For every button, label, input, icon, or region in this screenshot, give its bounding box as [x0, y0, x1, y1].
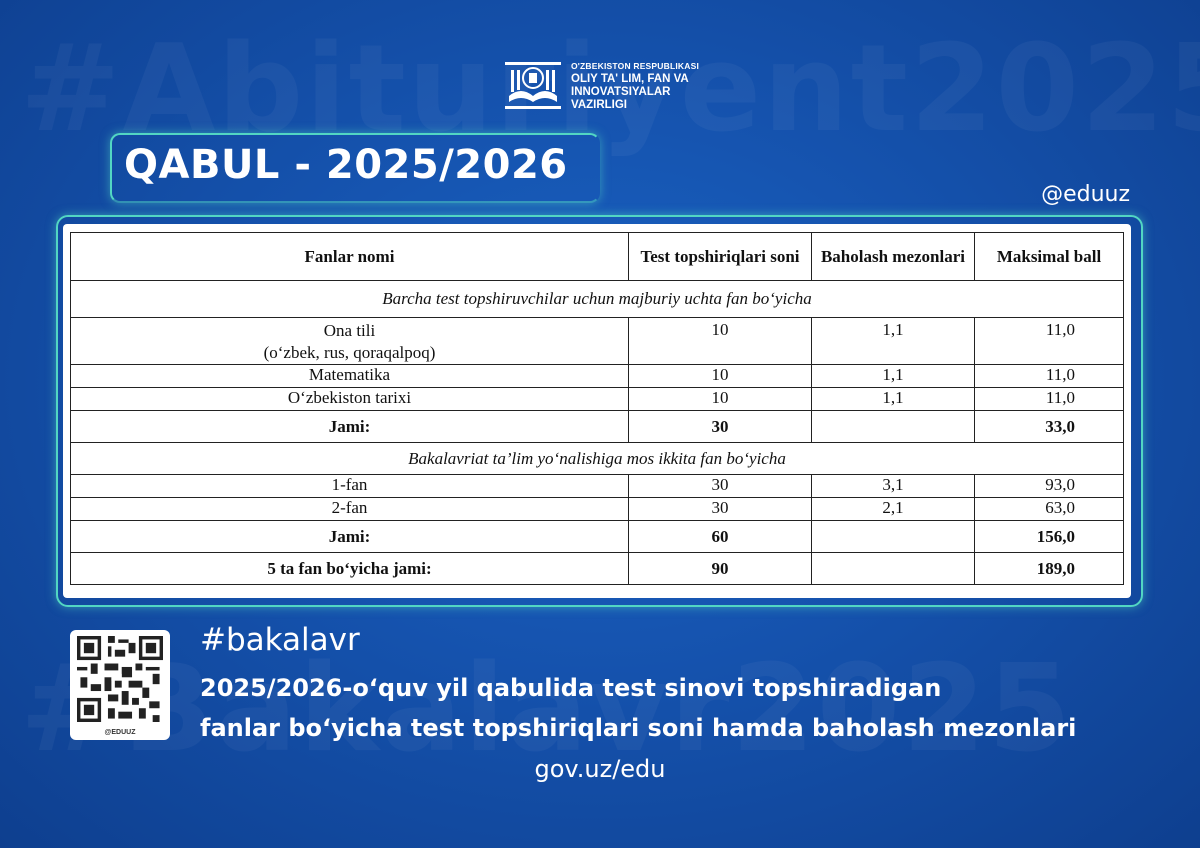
qr-code[interactable] — [70, 630, 170, 740]
grand-total-tasks: 90 — [629, 553, 812, 585]
tasks-cell: 10 — [629, 365, 812, 388]
total-tasks: 30 — [629, 411, 812, 443]
total-row — [71, 521, 1124, 553]
subject-cell: 2-fan — [71, 498, 629, 521]
subject-cell — [71, 318, 629, 365]
tasks-cell: 10 — [629, 388, 812, 411]
ministry-logo — [503, 56, 699, 116]
table-section-row — [71, 281, 1124, 318]
total-max: 156,0 — [975, 521, 1124, 553]
header-subject: Fanlar nomi — [71, 233, 629, 281]
emblem-icon — [503, 56, 563, 116]
logo-text-line: O'ZBEKISTON RESPUBLIKASI — [571, 61, 700, 71]
criteria-cell: 1,1 — [812, 318, 975, 365]
grand-total-max: 189,0 — [975, 553, 1124, 585]
total-label: Jami: — [71, 521, 629, 553]
subject-name-note: (o‘zbek, rus, qoraqalpoq) — [263, 343, 436, 362]
criteria-cell: 1,1 — [812, 388, 975, 411]
total-max: 33,0 — [975, 411, 1124, 443]
grand-total-row — [71, 553, 1124, 585]
header-criteria: Baholash mezonlari — [812, 233, 975, 281]
total-tasks: 60 — [629, 521, 812, 553]
page-title: QABUL - 2025/2026 — [124, 142, 568, 188]
qr-label: @EDUUZ — [104, 729, 136, 736]
max-cell: 11,0 — [975, 365, 1124, 388]
table-row — [71, 388, 1124, 411]
scores-table — [70, 232, 1124, 585]
header-tasks: Test topshiriqlari soni — [629, 233, 812, 281]
total-row — [71, 411, 1124, 443]
caption-line: fanlar bo‘yicha test topshiriqlari soni hamda baholash mezonlari — [200, 714, 1077, 742]
website-link[interactable]: gov.uz/edu — [534, 755, 666, 783]
logo-text-line: VAZIRLIGI — [571, 99, 628, 111]
table-row — [71, 318, 1124, 365]
table-row — [71, 365, 1124, 388]
table-section-row — [71, 443, 1124, 475]
logo-text-line: OLIY TA' LIM, FAN VA — [571, 73, 689, 85]
table-row — [71, 498, 1124, 521]
logo-text-line: INNOVATSIYALAR — [571, 86, 671, 98]
caption-line: 2025/2026-o‘quv yil qabulida test sinovi topshiradigan — [200, 674, 942, 702]
hashtag: #bakalavr — [200, 622, 360, 658]
table-row — [71, 475, 1124, 498]
table-header-row — [71, 233, 1124, 281]
social-handle: @eduuz — [1041, 182, 1130, 207]
tasks-cell: 10 — [629, 318, 812, 365]
tasks-cell: 30 — [629, 475, 812, 498]
empty-cell — [812, 521, 975, 553]
empty-cell — [812, 553, 975, 585]
criteria-cell: 2,1 — [812, 498, 975, 521]
max-cell: 11,0 — [975, 318, 1124, 365]
section-title: Bakalavriat ta’lim yo‘nalishiga mos ikkita fan bo‘yicha — [71, 443, 1124, 475]
criteria-cell: 3,1 — [812, 475, 975, 498]
subject-cell: O‘zbekiston tarixi — [71, 388, 629, 411]
empty-cell — [812, 411, 975, 443]
header-max: Maksimal ball — [975, 233, 1124, 281]
subject-cell: Matematika — [71, 365, 629, 388]
total-label: Jami: — [71, 411, 629, 443]
tasks-cell: 30 — [629, 498, 812, 521]
subject-cell: 1-fan — [71, 475, 629, 498]
criteria-cell: 1,1 — [812, 365, 975, 388]
subject-name: Ona tili — [323, 321, 376, 340]
max-cell: 63,0 — [975, 498, 1124, 521]
max-cell: 93,0 — [975, 475, 1124, 498]
section-title: Barcha test topshiruvchilar uchun majburiy uchta fan bo‘yicha — [71, 281, 1124, 318]
qr-code-icon — [77, 636, 163, 722]
max-cell: 11,0 — [975, 388, 1124, 411]
grand-total-label: 5 ta fan bo‘yicha jami: — [71, 553, 629, 585]
